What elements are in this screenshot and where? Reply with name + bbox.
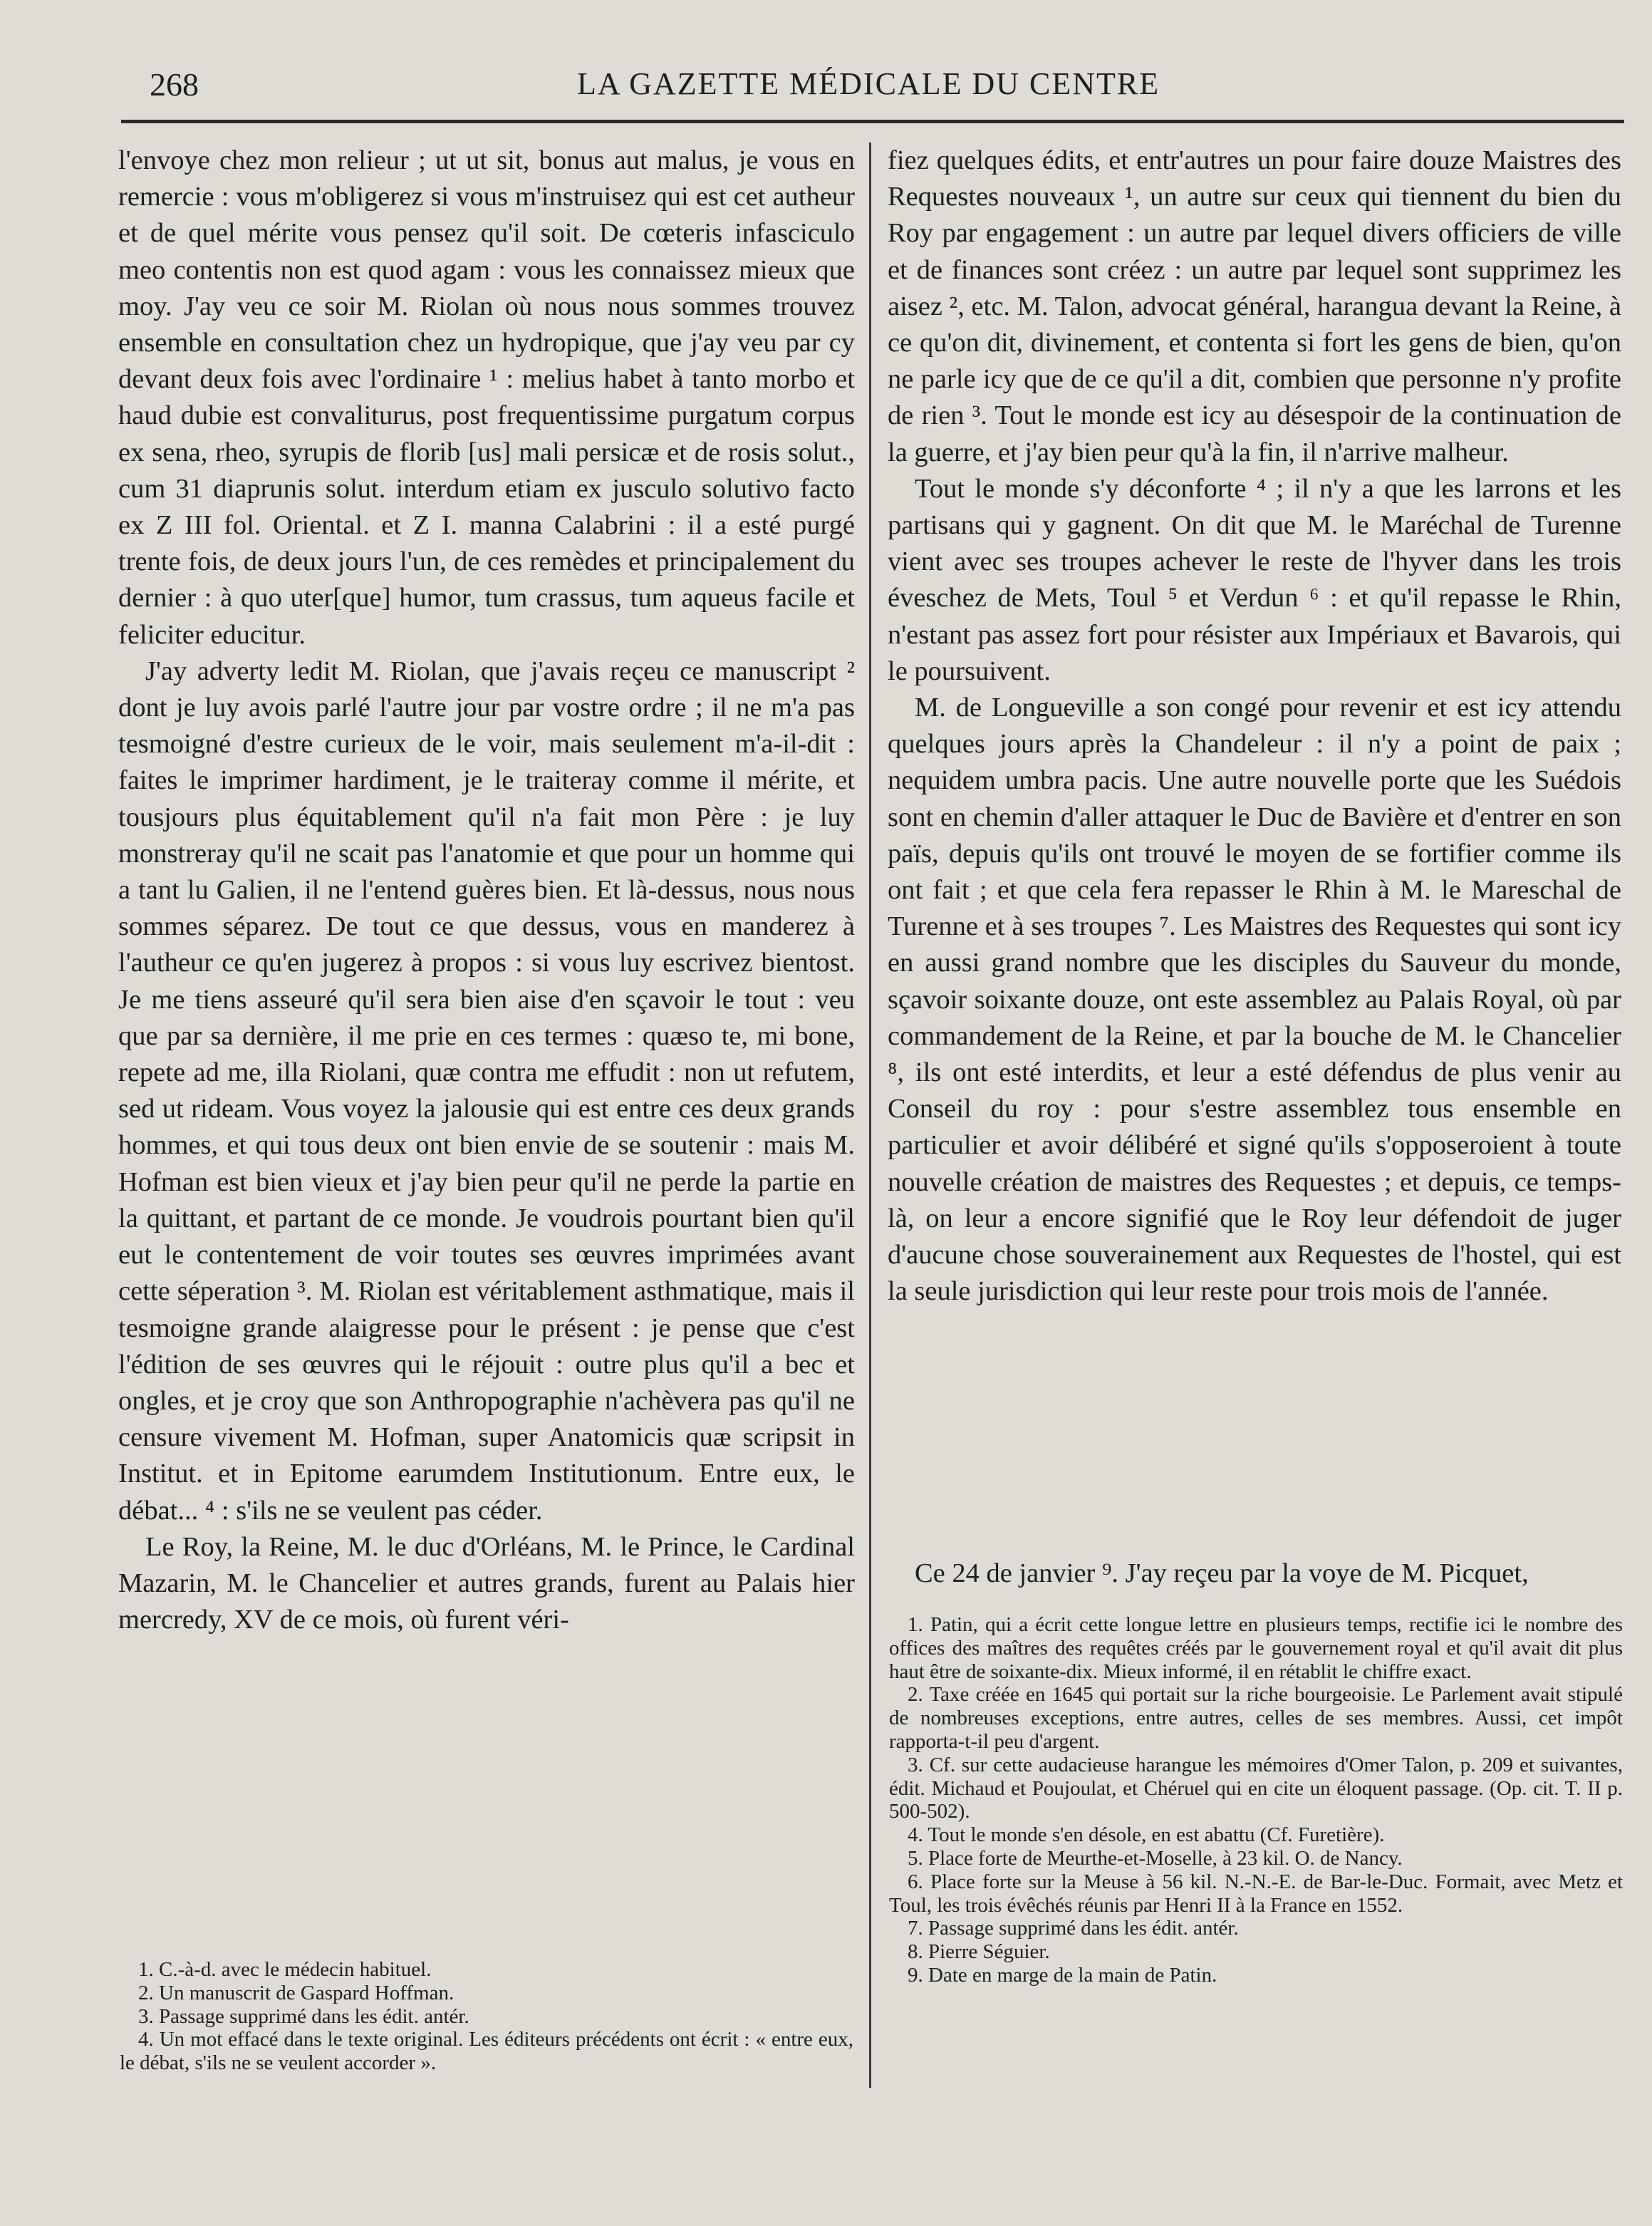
left-paragraph-3: Le Roy, la Reine, M. le duc d'Orléans, M. le Prince, le Cardinal Mazarin, M. le Chancelier et autres grands, furent au Palais hier mercredy, XV de ce mois, où furent véri- <box>118 1531 855 1635</box>
footnote: 5. Place forte de Meurthe-et-Moselle, à 23 kil. O. de Nancy. <box>908 1846 1403 1870</box>
footnote: 8. Pierre Séguier. <box>908 1940 1050 1964</box>
page-number: 268 <box>150 66 199 103</box>
left-column <box>118 143 855 1638</box>
footnote: 1. Patin, qui a écrit cette longue lettre en plusieurs temps, rectifie ici le nombre des offices des maîtres des requêtes créés par le gouvernement royal et qu'il avait dit plus haut être de soixante-dix. Mieux informé, il en rétablit le chiffre exact. <box>889 1613 1623 1683</box>
footnote: 2. Taxe créée en 1645 qui portait sur la riche bourgeoisie. Le Parlement avait stipulé de nombreuses exceptions, entre autres, celles de ses membres. Aussi, cet impôt rapporta-t-il peu d'argent. <box>889 1683 1623 1753</box>
footnote: 9. Date en marge de la main de Patin. <box>908 1963 1217 1987</box>
left-paragraph-2: J'ay adverty ledit M. Riolan, que j'avais reçeu ce manuscript ² dont je luy avois parlé l'autre jour par vostre ordre ; il ne m'a pas tesmoigné d'estre curieux de le voir, mais seulement m'a-il-dit : faites le imprimer hardiment, je le traiteray comme il mérite, et tousjours plus équitablement qu'il n'a fait mon Père : je luy monstreray qu'il ne scait pas l'anatomie et que pour un homme qui a tant lu Galien, il ne l'entend guères bien. Et là-dessus, nous nous sommes séparez. De tout ce que dessus, vous en manderez à l'autheur ce qu'en jugerez à propos : si vous luy escrivez bientost. Je me tiens asseuré qu'il sera bien aise d'en sçavoir le tout : veu que par sa dernière, il me prie en ces termes : quæso te, mi bone, repete ad me, illa Riolani, quæ contra me effudit : non ut refutem, sed ut rideam. Vous voyez la jalousie qui est entre ces deux grands hommes, et qui tous deux ont bien envie de se soutenir : mais M. Hofman est bien vieux et j'ay bien peur qu'il ne perde la partie en la quittant, et partant de ce monde. Je voudrois pourtant bien qu'il eut le contentement de voir toutes ses œuvres imprimées avant cette séperation ³. M. Riolan est véritablement asthmatique, mais il tesmoigne grande alaigresse pour le présent : je pense que c'est l'édition de ses œuvres qui le réjouit : outre plus qu'il a bec et ongles, et je croy que son Anthropographie n'achèvera pas qu'il ne censure vivement M. Hofman, super Anatomicis quæ scripsit in Institut. et in Epitome earumdem Institutionum. Entre eux, le débat... ⁴ : s'ils ne se veulent pas céder. <box>118 656 855 1526</box>
dated-entry: Ce 24 de janvier ⁹. J'ay reçeu par la voye de M. Picquet, <box>915 1558 1529 1588</box>
footnote: 1. C.-à-d. avec le médecin habituel. <box>138 1958 432 1981</box>
footnote: 4. Tout le monde s'en désole, en est abattu (Cf. Furetière). <box>908 1823 1385 1847</box>
left-paragraph-1: l'envoye chez mon relieur ; ut ut sit, bonus aut malus, je vous en remercie : vous m'obligerez si vous m'instruisez qui est cet autheur et de quel mérite vous pensez qu'il soit. De cœteris infasciculo meo contentis non est quod agam : vous les connaissez mieux que moy. J'ay veu ce soir M. Riolan où nous nous sommes trouvez ensemble en consultation chez un hydropique, que j'ay veu par cy devant deux fois avec l'ordinaire ¹ : melius habet à tanto morbo et haud dubie est convaliturus, post frequentissime purgatum corpus ex sena, rheo, syrupis de florib [us] mali persicæ et de rosis solut., cum 31 diaprunis solut. interdum etiam ex jusculo solutivo facto ex Z III fol. Oriental. et Z I. manna Calabrini : il a esté purgé trente fois, de deux jours l'un, de ces remèdes et principalement du dernier : à quo uter[que] humor, tum crassus, tum aqueus facile et feliciter educitur. <box>118 145 855 650</box>
header-rule <box>121 120 1624 123</box>
footnote: 3. Passage supprimé dans les édit. antér. <box>138 2004 469 2028</box>
footnotes-left <box>120 1958 853 2075</box>
footnote: 7. Passage supprimé dans les édit. antér. <box>908 1917 1239 1940</box>
right-column <box>888 143 1621 1310</box>
footnotes-right <box>889 1613 1623 1987</box>
footnote: 2. Un manuscrit de Gaspard Hoffman. <box>138 1981 454 2004</box>
column-divider <box>869 143 871 2088</box>
right-paragraph-3: M. de Longueville a son congé pour revenir et est icy attendu quelques jours après la Chandeleur : il n'y a point de paix ; nequidem umbra pacis. Une autre nouvelle porte que les Suédois sont en chemin d'aller attaquer le Duc de Bavière et d'entrer en son païs, depuis qu'ils ont trouvé le moyen de se fortifier comme ils ont fait ; et que cela fera repasser le Rhin à M. le Mareschal de Turenne et à ses troupes ⁷. Les Maistres des Requestes qui sont icy en aussi grand nombre que les disciples du Sauveur du monde, sçavoir soixante douze, ont este assemblez au Palais Royal, où par commandement de la Reine, et par la bouche de M. le Chancelier ⁸, ils ont esté interdits, et leur a esté défendus de plus venir au Conseil du roy : pour s'estre assemblez tous ensemble en particulier et avoir délibéré et signé qu'ils s'opposeroient à toute nouvelle création de maistres des Requestes ; et depuis, ce temps-là, on leur a encore signifié que le Roy leur défendoit de juger d'aucune chose souverainement aux Requestes de l'hostel, qui est la seule jurisdiction qui leur reste pour trois mois de l'année. <box>888 693 1621 1307</box>
footnote: 6. Place forte sur la Meuse à 56 kil. N.-N.-E. de Bar-le-Duc. Formait, avec Metz et Toul, les trois évêchés réunis par Henri II à la France en 1552. <box>889 1870 1623 1917</box>
footnote: 3. Cf. sur cette audacieuse harangue les mémoires d'Omer Talon, p. 209 et suivantes, édit. Michaud et Poujoulat, et Chéruel qui en cite un éloquent passage. (Op. cit. T. II p. 500-502). <box>889 1753 1623 1823</box>
right-paragraph-1: fiez quelques édits, et entr'autres un pour faire douze Maistres des Requestes nouveaux ¹, un autre sur ceux qui tiennent du bien du Roy par engagement : un autre par lequel divers officiers de ville et de finances sont créez : un autre par lequel sont supprimez les aisez ², etc. M. Talon, advocat général, harangua devant la Reine, à ce qu'on dit, divinement, et contenta si fort les gens de bien, qu'on ne parle icy que de ce qu'il a dit, combien que personne n'y profite de rien ³. Tout le monde est icy au désespoir de la continuation de la guerre, et j'ay bien peur qu'à la fin, il n'arrive malheur. <box>888 145 1621 467</box>
right-paragraph-2: Tout le monde s'y déconforte ⁴ ; il n'y a que les larrons et les partisans qui y gagnent. On dit que M. le Maréchal de Turenne vient avec ses troupes achever le reste de l'hyver dans les trois éveschez de Mets, Toul ⁵ et Verdun ⁶ : et qu'il repasse le Rhin, n'estant pas assez fort pour résister aux Impériaux et Bavarois, qui le poursuivent. <box>888 473 1621 686</box>
page-header <box>142 66 1610 108</box>
running-title: LA GAZETTE MÉDICALE DU CENTRE <box>577 66 1160 101</box>
footnote: 4. Un mot effacé dans le texte original. Les éditeurs précédents ont écrit : « entre eux, le débat, s'ils ne se veulent accorder ». <box>120 2028 853 2075</box>
